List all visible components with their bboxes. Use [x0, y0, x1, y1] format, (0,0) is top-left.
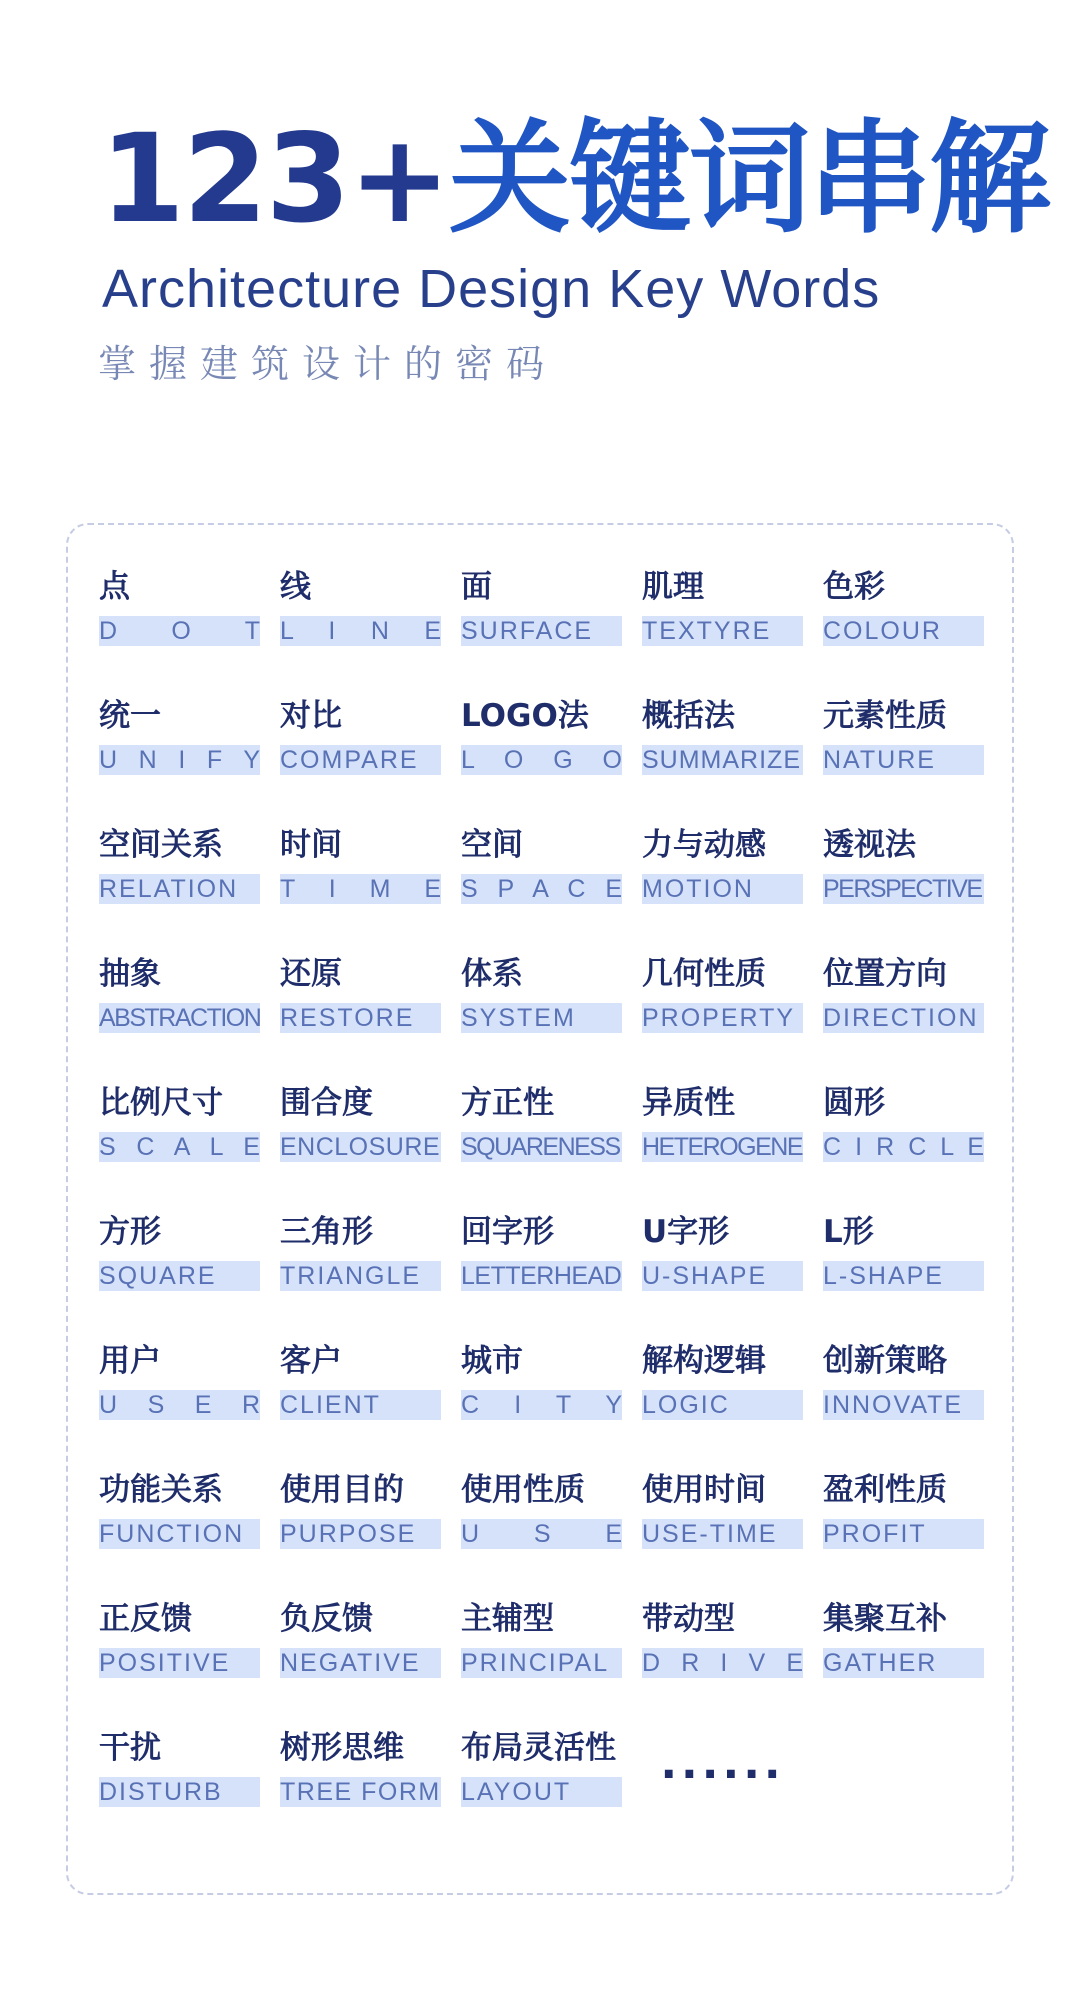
keyword-english: HETEROGENE [642, 1133, 803, 1161]
keyword-chinese: 几何性质 [642, 956, 766, 992]
keyword-english: COLOUR [823, 616, 984, 646]
keyword-english: L-SHAPE [823, 1261, 984, 1291]
keyword-chinese: 使用目的 [280, 1472, 404, 1508]
title-chinese: 关键词串解 [448, 108, 1049, 250]
keyword-english: L I N E [280, 617, 441, 645]
keyword-item [642, 823, 803, 926]
keyword-chinese: 还原 [280, 956, 342, 992]
keyword-english: L O G O [461, 746, 622, 774]
keyword-english: LOGIC [642, 1390, 803, 1420]
keyword-item [280, 565, 441, 668]
keyword-chinese: 负反馈 [280, 1601, 373, 1637]
keyword-item [461, 823, 622, 926]
keyword-english: U N I F Y [99, 746, 260, 774]
keyword-chinese: 点 [99, 569, 130, 605]
keyword-english: MOTION [642, 874, 803, 904]
keyword-chinese: 色彩 [823, 569, 885, 605]
keyword-chinese: 时间 [280, 827, 342, 863]
keyword-item [823, 1468, 984, 1571]
keyword-english: TEXTYRE [642, 616, 803, 646]
keyword-chinese: 使用时间 [642, 1472, 766, 1508]
keyword-chinese: 概括法 [642, 698, 735, 734]
keyword-item [280, 1468, 441, 1571]
keyword-english: DISTURB [99, 1777, 260, 1807]
keyword-english: GATHER [823, 1648, 984, 1678]
keyword-item [280, 1597, 441, 1700]
keyword-item [823, 1597, 984, 1700]
keyword-grid [99, 565, 984, 1829]
keyword-item [823, 823, 984, 926]
keyword-chinese: 方形 [99, 1214, 161, 1250]
keyword-chinese: 布局灵活性 [461, 1730, 616, 1766]
keyword-item [823, 694, 984, 797]
keyword-item [280, 1339, 441, 1442]
keyword-item [642, 1210, 803, 1313]
keyword-item [642, 952, 803, 1055]
keyword-english: SQUARENESS [461, 1132, 622, 1162]
keyword-chinese: 用户 [99, 1343, 161, 1379]
keyword-item [461, 1597, 622, 1700]
keyword-chinese: 异质性 [642, 1085, 735, 1121]
keyword-item [642, 1468, 803, 1571]
keyword-item [99, 1210, 260, 1313]
title-number: 123+ [100, 108, 449, 250]
keyword-item [642, 1597, 803, 1700]
keyword-item [461, 1726, 622, 1829]
keyword-item [461, 1339, 622, 1442]
keyword-english: PROFIT [823, 1519, 984, 1549]
keyword-chinese: 比例尺寸 [99, 1085, 223, 1121]
keyword-english: INNOVATE [823, 1390, 984, 1420]
keyword-english: PURPOSE [280, 1519, 441, 1549]
keyword-english: S P A C E [461, 875, 622, 903]
keyword-chinese: 肌理 [642, 569, 704, 605]
keyword-english: T I M E [280, 875, 441, 903]
keyword-english: U S E R [99, 1391, 260, 1419]
keyword-item [280, 823, 441, 926]
keyword-chinese: 元素性质 [823, 698, 947, 734]
keyword-item [99, 1081, 260, 1184]
keyword-item [461, 694, 622, 797]
keyword-item [461, 952, 622, 1055]
keyword-chinese: 围合度 [280, 1085, 373, 1121]
keyword-chinese: 统一 [99, 698, 161, 734]
keyword-chinese: 树形思维 [280, 1730, 404, 1766]
keyword-english: NEGATIVE [280, 1648, 441, 1678]
keyword-item [823, 1210, 984, 1313]
keyword-item [99, 565, 260, 668]
keyword-item [99, 694, 260, 797]
keyword-english: SYSTEM [461, 1003, 622, 1033]
keyword-chinese: 带动型 [642, 1601, 735, 1637]
keyword-chinese: 空间关系 [99, 827, 223, 863]
keyword-chinese: 力与动感 [642, 827, 766, 863]
keyword-item [461, 1210, 622, 1313]
keyword-english: TREE FORM [280, 1778, 441, 1806]
keyword-english: LETTERHEAD [461, 1262, 622, 1290]
keyword-english: TRIANGLE [280, 1261, 441, 1291]
keyword-english: RELATION [99, 874, 260, 904]
keyword-chinese: 主辅型 [461, 1601, 554, 1637]
keyword-chinese: 面 [461, 569, 492, 605]
keyword-item [642, 694, 803, 797]
keyword-english: FUNCTION [99, 1519, 260, 1549]
keyword-english: D R I V E [642, 1649, 803, 1677]
keyword-item [642, 565, 803, 668]
keyword-english: LAYOUT [461, 1777, 622, 1807]
keyword-item [461, 1468, 622, 1571]
keyword-chinese: 圆形 [823, 1085, 885, 1121]
keyword-chinese: 创新策略 [823, 1343, 947, 1379]
keyword-item [280, 952, 441, 1055]
keyword-english: ABSTRACTION [99, 1004, 260, 1032]
keyword-item [642, 1081, 803, 1184]
keyword-english: C I R C L E [823, 1133, 984, 1161]
keyword-english: SURFACE [461, 616, 622, 646]
keyword-english: RESTORE [280, 1003, 441, 1033]
keyword-item [823, 1081, 984, 1184]
keyword-english: ENCLOSURE [280, 1133, 441, 1161]
keyword-item [461, 565, 622, 668]
keyword-chinese: 正反馈 [99, 1601, 192, 1637]
keyword-english: U S E [461, 1520, 622, 1548]
keyword-chinese: 盈利性质 [823, 1472, 947, 1508]
keyword-english: C I T Y [461, 1391, 622, 1419]
keyword-item [99, 823, 260, 926]
subtitle-chinese: 掌握建筑设计的密码 [98, 342, 558, 386]
keyword-chinese: 解构逻辑 [642, 1343, 766, 1379]
keyword-chinese: U字形 [642, 1214, 730, 1250]
keyword-english: D O T [99, 617, 260, 645]
keyword-item [823, 1339, 984, 1442]
keyword-english: DIRECTION [823, 1003, 984, 1033]
keyword-item [823, 952, 984, 1055]
keyword-chinese: 线 [280, 569, 311, 605]
keyword-chinese: 回字形 [461, 1214, 554, 1250]
keyword-chinese: 集聚互补 [823, 1601, 947, 1637]
keyword-english: S C A L E [99, 1133, 260, 1161]
keyword-item [280, 1726, 441, 1829]
keyword-chinese: LOGO法 [461, 698, 589, 734]
keyword-english: PRINCIPAL [461, 1648, 622, 1678]
keyword-english: USE-TIME [642, 1519, 803, 1549]
keyword-item [280, 694, 441, 797]
keyword-chinese: L形 [823, 1214, 874, 1250]
keyword-english: SUMMARIZE [642, 746, 801, 774]
keyword-english: COMPARE [280, 745, 441, 775]
keyword-chinese: 方正性 [461, 1085, 554, 1121]
keyword-item [280, 1081, 441, 1184]
keyword-english: U-SHAPE [642, 1261, 803, 1291]
keyword-english: PROPERTY [642, 1003, 803, 1033]
keyword-chinese: 透视法 [823, 827, 916, 863]
keyword-item [99, 1468, 260, 1571]
keyword-english: SQUARE [99, 1261, 260, 1291]
keyword-item [99, 1726, 260, 1829]
keyword-english: PERSPECTIVE [823, 874, 984, 904]
subtitle-english: Architecture Design Key Words [102, 259, 881, 319]
keyword-chinese: 城市 [461, 1343, 523, 1379]
keyword-english: POSITIVE [99, 1648, 260, 1678]
keyword-chinese: 客户 [280, 1343, 342, 1379]
keyword-item [823, 565, 984, 668]
keyword-item [642, 1339, 803, 1442]
keyword-chinese: 功能关系 [99, 1472, 223, 1508]
keyword-chinese: 空间 [461, 827, 523, 863]
keyword-chinese: 使用性质 [461, 1472, 585, 1508]
keyword-chinese: 抽象 [99, 956, 161, 992]
keyword-item [99, 1597, 260, 1700]
keyword-item [99, 1339, 260, 1442]
keyword-chinese: 三角形 [280, 1214, 373, 1250]
keyword-chinese: 干扰 [99, 1730, 161, 1766]
more-indicator: ······ [660, 1749, 785, 1800]
keyword-chinese: 位置方向 [823, 956, 947, 992]
keyword-item [280, 1210, 441, 1313]
keyword-chinese: 体系 [461, 956, 523, 992]
keyword-item [99, 952, 260, 1055]
keyword-item [461, 1081, 622, 1184]
keyword-english: NATURE [823, 745, 984, 775]
keyword-chinese: 对比 [280, 698, 342, 734]
keyword-english: CLIENT [280, 1390, 441, 1420]
page-title [100, 108, 1049, 250]
